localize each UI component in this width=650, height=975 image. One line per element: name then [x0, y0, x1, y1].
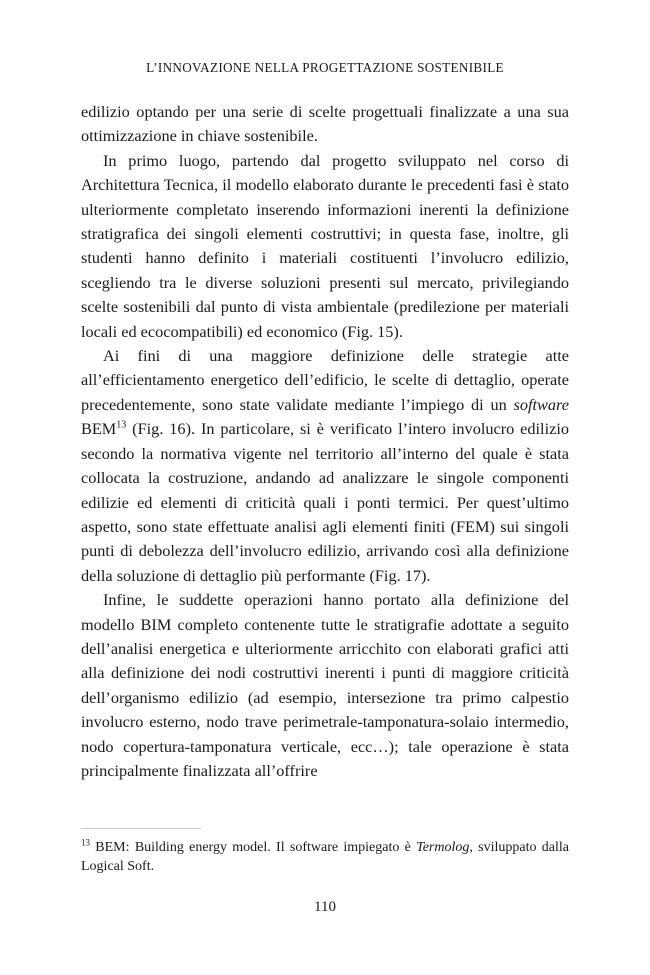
footnote-reference-13[interactable]: 13: [116, 419, 127, 431]
body-text: [81, 100, 569, 783]
paragraph-2: In primo luogo, partendo dal progetto sviluppato nel corso di Architettura Tecnica, il modello elaborato durante le precedenti fasi è stato ulteriormente completato inserendo informazioni inerenti la definizione stratigrafica dei singoli elementi costruttivi; in questa fase, inoltre, gli studenti hanno definito i materiali costituenti l’involucro edilizio, scegliendo tra le diverse soluzioni presenti sul mercato, privilegiando scelte sostenibili dal punto di vista ambientale (predilezione per materiali locali ed ecocompatibili) ed economico (Fig. 15).: [81, 150, 569, 341]
footnote-text-a: BEM: Building energy model. Il software impiegato è: [90, 840, 417, 855]
software-italic: software: [513, 394, 569, 414]
paragraph-3: [81, 344, 569, 588]
footnote-divider: [81, 828, 201, 829]
running-header: L’INNOVAZIONE NELLA PROGETTAZIONE SOSTENIBILE: [146, 60, 504, 75]
bem-text: BEM: [81, 419, 117, 439]
footnote-mark: 13: [81, 837, 90, 848]
page-number: 110: [314, 899, 336, 915]
footnote-13: [81, 838, 569, 876]
paragraph-4: Infine, le suddette operazioni hanno portato alla definizione del modello BIM completo contenente tutte le stratigrafie adottate a seguito dell’analisi energetica e ulteriormente arricchito con elaborati grafici atti alla definizione dei nodi costruttivi inerenti i punti di maggiore criticità dell’organismo edilizio (ad esempio, intersezione tra primo calpestio involucro esterno, nodo trave perimetrale-tamponatura-solaio intermedio, nodo copertura-tamponatura verticale, ecc…); tale operazione è stata principalmente finalizzata all’offrire: [81, 590, 569, 780]
footnote-text-b: , sviluppato dalla Logical Soft.: [81, 840, 569, 874]
paragraph-3-part-a: Ai fini di una maggiore definizione delle strategie atte all’efficientamento energetico dell’edificio, le scelte di dettaglio, operate precedentemente, sono state validate mediante l’impiego di un: [81, 346, 569, 414]
paragraph-1: edilizio optando per una serie di scelte progettuali finalizzate a una sua ottimizzazione in chiave sostenibile.: [81, 102, 569, 146]
paragraph-3-part-b: (Fig. 16). In particolare, si è verificato l’intero involucro edilizio secondo la normativa vigente nel territorio all’interno del quale è stata collocata la costruzione, andando ad analizzare le singole componenti edilizie ed elementi di criticità quali i ponti termici. Per quest’ultimo aspetto, sono state effettuate analisi agli elementi finiti (FEM) sui singoli punti di debolezza dell’involucro edilizio, arrivando così alla definizione della soluzione di dettaglio più performante (Fig. 17).: [81, 419, 569, 585]
footnote-italic: Termolog: [416, 840, 470, 855]
